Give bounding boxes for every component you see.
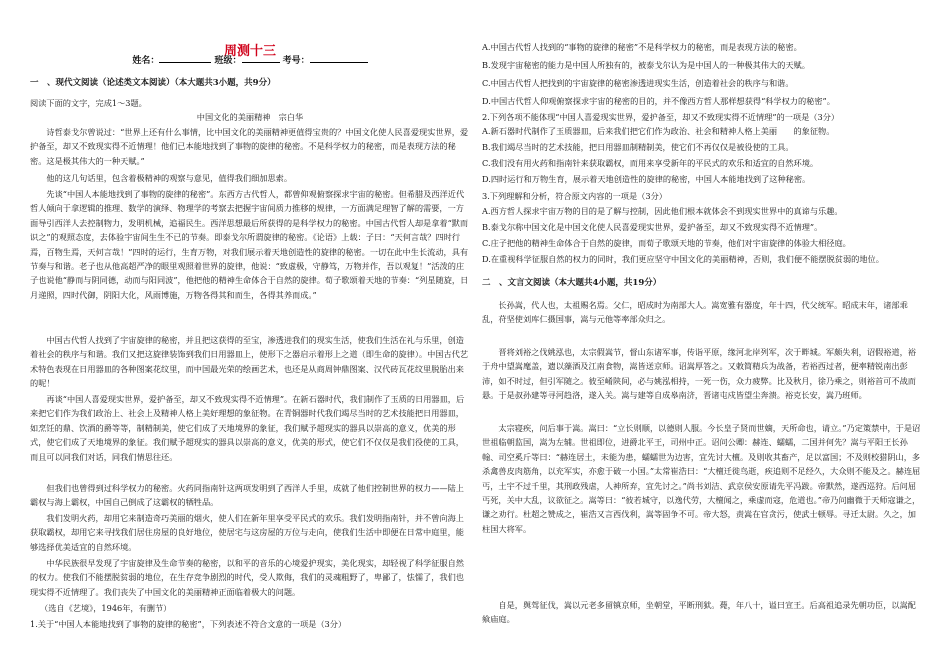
article-para-6: 但我们也曾得到过科学权力的秘密。火药同指南针这两项发明到了西洋人手里，成就了他们控制世界的权力——陆上霸权与海上霸权，中国自己倒成了这霸权的牺牲品。 xyxy=(30,483,464,508)
class-label: 班级： xyxy=(214,56,242,66)
exam-number-label: 考号： xyxy=(282,56,310,66)
classical-para-3: 太宗寝疾，问后事于嵩。嵩曰：“立长则顺，以德则人服。今长皇子贤而世嫡，天所命也，请立。”乃定策禁中，于是诏世祖临朝监国，嵩为左辅。世祖即位，进爵北平王，司州中正。诏问公卿：赫连、蠕蠕，二国并何先？嵩与平阳王长孙翰、司空奚斤等曰：“赫连居土，未能为患，蠕蠕世为边害，宜先讨大檀。及则收其畜产，足以富国；不及则校猎阴山，多杀禽兽皮肉筋角，以充军实，亦愈于破一小国。”太常崔浩曰：“大檀迁徙鸟逝，疾追则不足经久，大众则不能及之。赫连屈丐，土宇不过千里，其刑政残虐，人神所弃，宜先讨之。”尚书刘洁、武京侯安原请先平冯跋。帝默然，遂西巡狩。后问屈丐死，关中大乱，议欲征之。嵩等曰：“彼若城守，以逸代劳，大檀闻之，乘虚而寇，危道也。”帝乃问幽微于天师寇谦之，谦之劝行。杜超之赞成之，崔浩又言西伐利，嵩等固争不可。帝大怒，责嵩在官贪污，使武士顿辱。寻迁太尉。久之，加柱国大将军。 xyxy=(482,423,921,534)
exam-number-blank[interactable] xyxy=(310,54,368,63)
q3-option-a: A.西方哲人探求宇宙万物的目的是了解与控制，因此他们根本就体会不到现实世界中的真谛与乐趣。 xyxy=(482,206,843,216)
class-blank[interactable] xyxy=(242,54,280,63)
q3-option-d: D.在重视科学征服自然的权力的同时，我们更应坚守中国文化的美丽精神，否则，我们便不能摆脱贫弱的地位。 xyxy=(482,254,884,264)
question-2: 2.下列各项不能体现“中国人喜爱现实世界，爱护备至，却又不致现实得不近情理”的一项是（3分） xyxy=(482,112,840,122)
section-2-heading: 二 、文言文阅读（本大题共4小题，共19分） xyxy=(482,278,662,288)
q1-option-d: D.中国古代哲人仰观俯察探求宇宙的秘密的目的，并不像西方哲人那样想获得“科学权力的秘密”。 xyxy=(482,96,835,106)
article-source: （选自《艺境》，1946年，有删节） xyxy=(40,603,172,613)
question-3: 3.下列理解和分析，符合原文内容的一项是（3分） xyxy=(482,191,667,201)
q1-option-a: A.中国古代哲人找到的“事物的旋律的秘密”不是科学权力的秘密，而是表现方法的秘密。 xyxy=(482,42,802,52)
classical-para-2: 晋将刘裕之伐姚泓也，太宗假嵩节，督山东诸军事，传诣平原，缘河北岸列军，次于畔城。军颇失利，诏假裕道，裕于舟中望嵩麾盖，遗以藻酒及江南食物，嵩皆送京师。诏嵩厚答之。又敕简精兵为战备，若裕西过者，便率精锐南出彭沛，如不时过，但引军随之。彼至崤陕间，必与姚泓相持，一死一伤，众力疲弊。比及秋月，徐乃乘之，则裕首可不战而悬。于是叔孙建等寻河趋洛，遂入关。嵩与建等自成皋南济，晋诸屯戍皆望尘奔溃。裕克长安，嵩乃班师。 xyxy=(482,347,916,401)
reading-instruction: 阅读下面的文字，完成1～3题。 xyxy=(30,98,147,108)
article-para-2: 他的这几句话里，包含着极精神的观察与意见，值得我们细加思索。 xyxy=(46,173,293,183)
classical-para-4: 自是，舆驾征伐，嵩以元老多留镇京师，坐朝堂，平断刑狱。薨，年八十，谥曰宣王。后高祖追录先朝功臣，以嵩配飨庙庭。 xyxy=(482,600,916,625)
q3-option-c: C.庄子把他的精神生命体合于自然的旋律，而荀子歌颂天地的节奏，他们对宇宙旋律的体验大相径庭。 xyxy=(482,238,851,248)
name-label: 姓名： xyxy=(132,56,160,66)
article-para-4: 中国古代哲人找到了宇宙旋律的秘密，并且把这获得的至宝，渗透进我们的现实生活，使我们生活在礼与乐里，创造着社会的秩序与和谐。我们又把这旋律装饰到我们日用器皿上，使形下之器启示着形上之道（即生命的旋律）。中国古代艺术特色表现在日用器皿的各种图案花纹里，而中国最光荣的绘画艺术，也还是从商周钟鼎图案、汉代砖瓦花纹里脱胎出来的呢！ xyxy=(30,335,469,389)
q2-option-c: C.我们没有用火药和指南针来获取霸权，而用来享受新年的平民式的欢乐和适宜的自然环境。 xyxy=(482,158,819,168)
name-blank[interactable] xyxy=(159,54,211,63)
page-title: 周测十三 xyxy=(223,44,276,59)
student-info-line xyxy=(30,53,470,66)
q2-option-b: B.我们竭尽当时的艺术技能，把日用器皿制精制美，使它们不再仅仅是被役使的工具。 xyxy=(482,142,794,152)
q1-option-c: C.中国古代哲人把找到的宇宙旋律的秘密渗透进现实生活，创造着社会的秩序与和谐。 xyxy=(482,78,794,88)
article-para-8: 中华民族很早发现了宇宙旋律及生命节奏的秘密，以和平的音乐的心境爱护现实，美化现实，却轻视了科学征服自然的权力。使我们不能摆脱贫弱的地位，在生存竞争剧烈的时代，受人欺侮，我们的灵魂粗野了，卑鄙了，怯懦了，我们也现实得不近情理了。我们丧失了中国文化的美丽精神正面临着极大的问题。 xyxy=(30,558,464,597)
q3-option-b: B.泰戈尔称中国文化是中国文化使人民喜爱现实世界，爱护备至，却又不致现实得不近情理”。 xyxy=(482,222,823,232)
question-1: 1.关于“中国人本能地找到了事物的旋律的秘密”，下列表述不符合文意的一项是（3分） xyxy=(30,619,347,629)
q2-option-d: D.四时运行和万物生育，展示着天地创造性的旋律的秘密，中国人本能地找到了这种秘密。 xyxy=(482,174,811,184)
section-1-heading: 一 、现代文阅读（论述类文本阅读）（本大题共3小题，共9分） xyxy=(30,78,276,88)
article-para-5: 再谈“中国人喜爱现实世界，爱护备至，却又不致现实得不近情理”。在新石器时代，我们制作了玉质的日用器皿，后来把它们作为我们政治上、社会上及精神人格上美好理想的象征物。在青铜器时代我们竭尽当时的艺术技能把日用器皿，如烹饪的鼎、饮酒的爵等等，制精制美，使它们成了天地境界的象征，我们赋予超现实的器具以崇高的意义，优美的形式，使它们成了天地境界的象征。我们赋予超现实的器具以崇高的意义，优美的形式，使它们不仅仅是我们役使的工具，而且可以同我们对话，同我们情思往还。 xyxy=(30,394,465,462)
q2-option-a: A.新石器时代制作了玉质器皿，后来我们把它们作为政治、社会和精神人格上美丽 的象征物。 xyxy=(482,126,835,136)
article-para-7: 我们发明火药，却用它来制造奇巧美丽的烟火，使人们在新年里享受平民式的欢乐。我们发明指南针，并不曾向海上获取霸权，却用它来寻找我们居住房屋的良好地位，使居宅与这房屋的万位与走向，使我们生活中即便在日常中庭里，能够选择优美适宜的自然环境。 xyxy=(30,513,464,552)
article-para-1: 诗哲泰戈尔曾说过：“世界上还有什么事情，比中国文化的美丽精神更值得宝贵的？中国文化使人民喜爱现实世界，爱护备至，却又不致现实得不近情理！他们已本能地找到了事物的旋律的秘密。不是科学权力的秘密，而是表现方法的秘密。这是极其伟大的一种天赋。” xyxy=(30,127,469,166)
article-para-3: 先谈“中国人本能地找到了事物的旋律的秘密”。东西方古代哲人，都曾仰观俯察探求宇宙的秘密。但希腊及西洋近代哲人倾向于拿逻辑的推理、数学的演绎、物理学的考察去把握宇宙间质力推移的规律，一方面满足理智了解的需要，一方面导引西洋人去控制物力，发明机械，追福民生。西洋思想最后所获得的是科学权力的秘密。中国古代哲人却是拿着“默而识之”的观照态度，去体验宇宙间生生不已的节奏。即泰戈尔所谓旋律的秘密。《论语》上载：子曰：“天何言哉？四时行焉，百物生焉，天何言哉！”四时的运行，生育万物，对我们展示着天地创造性的旋律的秘密。一切在此中生长流动，具有节奏与和谐。老子也从他高超严净的眼里观照着世界的旋律，他说：“致虚极，守静笃，万物并作，吾以观复！”活泼的庄子也说他“静而与阴同德，动而与阳同波”，他把他的精神生命体合于自然的旋律。荀子歌颂着天地的节奏：“列星随旋，日月递照，四时代御，阴阳大化，风雨博施，万物各得其和而生，各得其养而成。” xyxy=(30,189,469,300)
article-title: 中国文化的美丽精神 宗白华 xyxy=(196,112,304,122)
classical-para-1: 长孙嵩，代人也，太祖赐名焉。父仁，昭成时为南部大人。嵩宽雅有器度，年十四，代父统军。昭成末年，诸部乖乱，苻坚使刘库仁摄国事，嵩与元他等率部众归之。 xyxy=(482,300,908,325)
q1-option-b: B.发现宇宙秘密的能力是中国人所独有的，被泰戈尔认为是中国人的一种极其伟大的天赋。 xyxy=(482,60,810,70)
